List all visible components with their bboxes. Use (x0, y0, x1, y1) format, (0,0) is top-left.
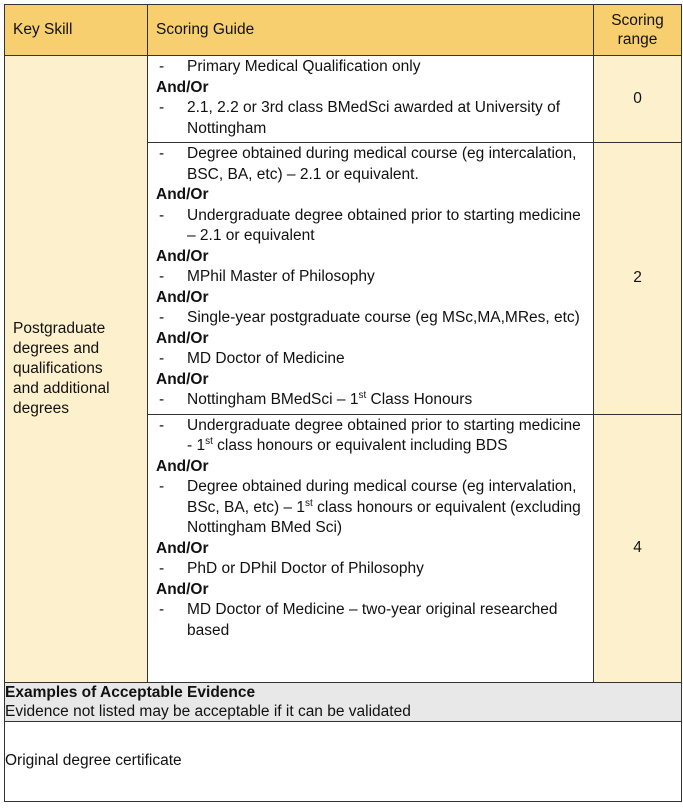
evidence-title: Examples of Acceptable Evidence (5, 683, 256, 701)
score-value-4: 4 (594, 414, 682, 682)
header-scoring-range-line1: Scoring (611, 12, 664, 29)
ordinal-suffix: st (358, 389, 367, 401)
evidence-header (5, 682, 682, 721)
ordinal-suffix: st (205, 435, 213, 447)
scoring-guide-cell-2 (148, 143, 594, 415)
list-item (156, 559, 585, 580)
header-scoring-range (594, 5, 682, 56)
item-text: PhD or DPhil Doctor of Philosophy (187, 560, 424, 577)
evidence-body-row (5, 721, 682, 801)
bullet-dash: - (159, 391, 165, 408)
item-text-pre: Undergraduate degree obtained prior to starting medicine - 1 (187, 416, 581, 454)
key-skill-line: and additional (13, 379, 110, 397)
item-text-post: Class Honours (366, 391, 473, 408)
bullet-dash: - (159, 416, 165, 434)
list-item (156, 267, 585, 288)
header-key-skill: Key Skill (5, 5, 148, 56)
list-item (156, 390, 585, 411)
key-skill-cell (5, 56, 148, 683)
item-text-pre: Degree obtained during medical course (eg intervalation, BSc, BA, etc) – 1 (187, 478, 577, 516)
item-text-post: class honours or equivalent (excluding Nottingham BMed Sci) (187, 498, 581, 536)
and-or-label: And/Or (156, 186, 209, 203)
ordinal-suffix: st (305, 497, 313, 509)
bullet-dash: - (159, 478, 165, 495)
item-text: MD Doctor of Medicine – two-year original researched based (187, 601, 558, 639)
list-item (156, 206, 585, 247)
score-row-0 (5, 56, 682, 143)
list-item (156, 57, 585, 78)
bullet-dash: - (159, 309, 165, 326)
bullet-dash: - (159, 350, 165, 367)
bullet-dash: - (159, 206, 165, 224)
bullet-dash: - (159, 145, 165, 162)
score-value-0: 0 (594, 56, 682, 143)
and-or-label: And/Or (156, 539, 209, 557)
header-row (5, 5, 682, 56)
list-item (156, 98, 585, 139)
list-item (156, 308, 585, 329)
and-or-label: And/Or (156, 457, 209, 475)
list-item (156, 477, 585, 539)
header-scoring-range-line2: range (617, 31, 658, 48)
item-text-post: class honours or equivalent including BDS (212, 437, 508, 454)
and-or-label: And/Or (156, 288, 209, 306)
item-text: MPhil Master of Philosophy (187, 268, 375, 285)
item-text: Undergraduate degree obtained prior to starting medicine – 2.1 or equivalent (187, 206, 581, 244)
item-text-pre: Nottingham BMedSci – 1 (187, 391, 359, 408)
item-text: MD Doctor of Medicine (187, 350, 345, 367)
item-text: Primary Medical Qualification only (187, 58, 421, 75)
key-skill-line: degrees (13, 399, 70, 417)
header-scoring-guide: Scoring Guide (148, 5, 594, 56)
item-text: Degree obtained during medical course (eg intercalation, BSC, BA, etc) – 2.1 or equivalent. (187, 145, 577, 183)
list-item (156, 144, 585, 185)
evidence-subtitle: Evidence not listed may be acceptable if it can be validated (5, 702, 411, 720)
bullet-dash: - (159, 58, 165, 75)
list-item (156, 416, 585, 457)
bullet-dash: - (159, 560, 165, 577)
evidence-item: Original degree certificate (5, 721, 682, 801)
item-text: Single-year postgraduate course (eg MSc,MA,MRes, etc) (187, 309, 580, 326)
scoring-guide-cell-0 (148, 56, 594, 143)
bullet-dash: - (159, 99, 165, 116)
list-item (156, 600, 585, 641)
and-or-label: And/Or (156, 247, 209, 265)
and-or-label: And/Or (156, 580, 209, 598)
and-or-label: And/Or (156, 78, 209, 96)
scoring-guide-cell-4 (148, 414, 594, 682)
and-or-label: And/Or (156, 370, 209, 388)
score-value-2: 2 (594, 143, 682, 415)
key-skill-line: Postgraduate (13, 319, 106, 337)
key-skill-line: qualifications (13, 359, 103, 377)
evidence-header-row (5, 682, 682, 721)
bullet-dash: - (159, 601, 165, 618)
bullet-dash: - (159, 268, 165, 285)
scoring-table (4, 4, 682, 802)
item-text: 2.1, 2.2 or 3rd class BMedSci awarded at University of Nottingham (187, 99, 561, 137)
and-or-label: And/Or (156, 329, 209, 347)
list-item (156, 349, 585, 370)
key-skill-line: degrees and (13, 339, 100, 357)
